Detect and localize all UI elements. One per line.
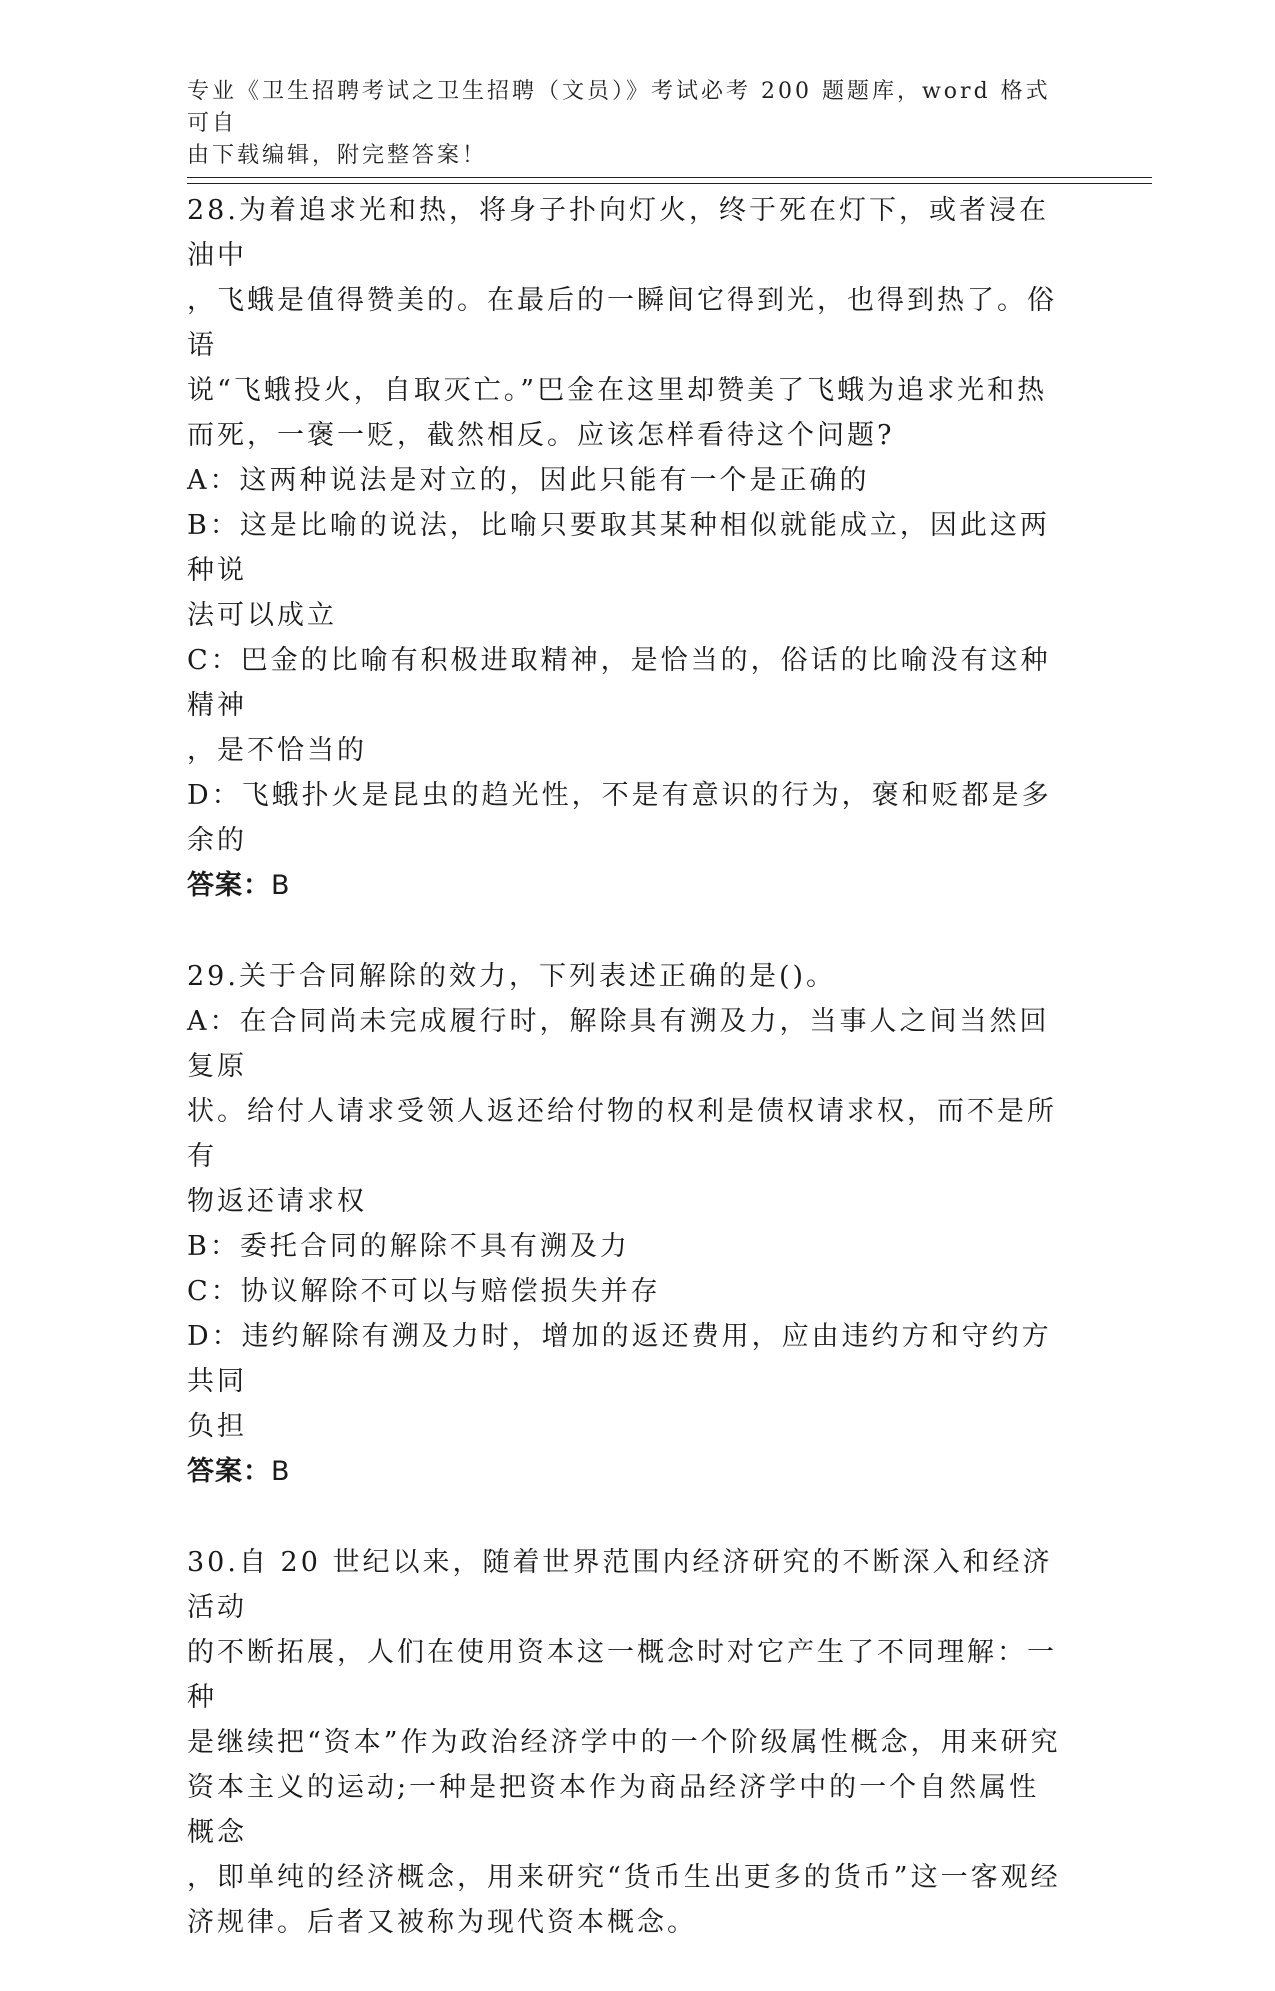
question-text-line: 说“飞蛾投火，自取灭亡。”巴金在这里却赞美了飞蛾为追求光和热 [187, 375, 1048, 406]
question-block [187, 954, 1067, 1494]
answer-label: 答案： [187, 1456, 271, 1487]
answer-option-line: C：协议解除不可以与赔偿损失并存 [187, 1276, 661, 1307]
page-header [187, 76, 1067, 172]
answer-option-line: D：违约解除有溯及力时，增加的返还费用，应由违约方和守约方共同 [187, 1321, 1052, 1397]
question-text-line: 28.为着追求光和热，将身子扑向灯火，终于死在灯下，或者浸在油中 [187, 195, 1049, 271]
header-line-2: 由下载编辑，附完整答案！ [187, 143, 488, 168]
question-block [187, 1540, 1067, 1945]
answer-option-line: B：委托合同的解除不具有溯及力 [187, 1231, 630, 1262]
answer-option-line: C：巴金的比喻有积极进取精神，是恰当的，俗话的比喻没有这种精神 [187, 645, 1051, 721]
question-text-line: 的不断拓展，人们在使用资本这一概念时对它产生了不同理解：一种 [187, 1637, 1057, 1713]
answer-value: B [271, 1456, 291, 1487]
answer-option-line: 物返还请求权 [187, 1186, 367, 1217]
question-text-line: 是继续把“资本”作为政治经济学中的一个阶级属性概念，用来研究 [187, 1727, 1061, 1758]
answer-option-line: A：这两种说法是对立的，因此只能有一个是正确的 [187, 465, 870, 496]
answer-line [187, 863, 1067, 908]
header-line-1: 专业《卫生招聘考试之卫生招聘（文员）》考试必考 200 题题库，word 格式可自 [187, 79, 1051, 136]
answer-option-line: 法可以成立 [187, 600, 337, 631]
answer-option-line: 状。给付人请求受领人返还给付物的权利是债权请求权，而不是所有 [187, 1096, 1057, 1172]
question-text-line: 济规律。后者又被称为现代资本概念。 [187, 1907, 697, 1938]
question-text-line: ，飞蛾是值得赞美的。在最后的一瞬间它得到光，也得到热了。俗语 [187, 285, 1057, 361]
question-text-line: 而死，一褒一贬，截然相反。应该怎样看待这个问题? [187, 420, 895, 451]
question-text-line: ，即单纯的经济概念，用来研究“货币生出更多的货币”这一客观经 [187, 1862, 1061, 1893]
answer-option-line: 负担 [187, 1411, 247, 1442]
question-block [187, 188, 1067, 908]
question-text-line: 30.自 20 世纪以来，随着世界范围内经济研究的不断深入和经济活动 [187, 1547, 1053, 1623]
question-list [187, 188, 1067, 1991]
answer-line [187, 1449, 1067, 1494]
answer-option-line: D：飞蛾扑火是昆虫的趋光性，不是有意识的行为，褒和贬都是多余的 [187, 780, 1052, 856]
answer-option-line: ，是不恰当的 [187, 735, 367, 766]
header-rule-bottom [187, 183, 1152, 184]
answer-label: 答案： [187, 870, 271, 901]
question-text-line: 29.关于合同解除的效力，下列表述正确的是()。 [187, 961, 837, 992]
answer-option-line: B：这是比喻的说法，比喻只要取其某种相似就能成立，因此这两种说 [187, 510, 1050, 586]
answer-option-line: A：在合同尚未完成履行时，解除具有溯及力，当事人之间当然回复原 [187, 1006, 1050, 1082]
question-text-line: 资本主义的运动;一种是把资本作为商品经济学中的一个自然属性概念 [187, 1772, 1040, 1848]
header-rule-top [187, 177, 1152, 178]
answer-value: B [271, 870, 291, 901]
